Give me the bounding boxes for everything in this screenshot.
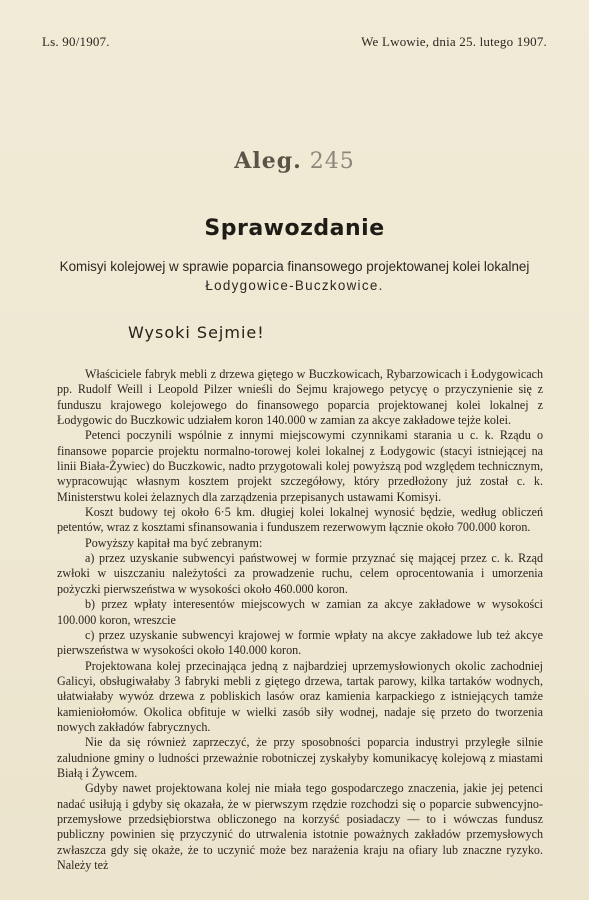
page-header <box>42 34 547 50</box>
paragraph: Koszt budowy tej około 6·5 km. długiej kolei lokalnej wynosić będzie, według obliczeń petentów, wraz z kosztami sfinansowania i funduszem rezerwowym łącznie około 700.000 koron. <box>57 505 543 535</box>
paragraph: Projektowana kolej przecinająca jedną z najbardziej uprzemysłowionych okolic zachodniej Galicyi, obsługiwałaby 3 fabryki mebli z giętego drzewa, tartak parowy, kilka tartaków wodnych, ułatwiałaby wywóz drzewa z pobliskich lasów oraz kamienia karpackiego z istniejących tamże kamieniołomów. Okolica obfituje w wielki zasób siły wodnej, nadaje się przeto do tworzenia nowych zakładów fabrycznych. <box>57 658 543 734</box>
paragraph: Gdyby nawet projektowana kolej nie miała tego gospodarczego znaczenia, jakie jej petenci nadać usiłują i gdyby się okazała, że w pierwszym rzędzie rozchodzi się o poparcie subwencyjno-przemysłowe przedsiębiorstwa obliczonego na korzyść posiadaczy — to i wówczas fundusz publiczny powinien się przyczynić do utrwalenia istotnie poważnych zakładów przemysłowych zwłaszcza gdy się okaże, że to uczynić może bez narażenia kraju na ofiary lub znaczne ryzyko. Należy też <box>57 781 543 872</box>
subtitle-line-1: Komisyi kolejowej w sprawie poparcia finansowego projektowanej kolei lokalnej <box>59 259 530 274</box>
stamp-label: Aleg. <box>234 148 302 174</box>
report-body <box>57 367 543 873</box>
salutation: Wysoki Sejmie! <box>128 323 265 342</box>
paragraph: Powyższy kapitał ma być zebranym: <box>85 535 263 550</box>
list-item-b: b) przez wpłaty interesentów miejscowych w zamian za akcye zakładowe w wysokości 100.000 koron, wreszcie <box>57 597 543 627</box>
paragraph: Nie da się również zaprzeczyć, że przy sposobności poparcia industryi przyległe silnie zaludnione gminy o ludności przeważnie robotniczej zyskałyby komunikacyę kolejową z miastami Białą i Żywcem. <box>57 735 543 780</box>
stamp-number: 245 <box>309 149 355 174</box>
attachment-stamp <box>0 148 589 174</box>
subtitle-line-2: Łodygowice-Buczkowice. <box>205 278 384 293</box>
paragraph: Właściciele fabryk mebli z drzewa giętego w Buczkowicach, Rybarzowicach i Łodygowicach pp. Rudolf Weill i Leopold Pilzer wnieśli do Sejmu krajowego petycyę o przyczynienie się z funduszu krajowego kolejowego do finansowego poparcia projektowanej kolei lokalnej z Łodygowic do Buczkowic udziałem koron 140.000 w zamian za akcye zakładowe tejże kolei. <box>57 367 543 428</box>
document-title: Sprawozdanie <box>204 216 385 241</box>
place-date: We Lwowie, dnia 25. lutego 1907. <box>361 34 547 49</box>
document-subtitle <box>20 257 569 295</box>
list-item-a: a) przez uzyskanie subwencyi państwowej w formie przyznać się mającej przez c. k. Rząd zwłoki w uiszczaniu należytości za prowadzenie ruchu, celem oprocentowania i umorzenia pożyczki pierwszeństwa w wysokości około 460.000 koron. <box>57 551 543 596</box>
reference-number: Ls. 90/1907. <box>42 34 110 49</box>
paragraph: Petenci poczynili wspólnie z innymi miejscowymi czynnikami starania u c. k. Rządu o finansowe poparcie projektu normalno-torowej kolei lokalnej z Łodygowic (stacyi istniejącej na linii Biała-Żywiec) do Buczkowic, nadto przygotowali kolej powyższą pod względem technicznym, wypracowując własnym kosztem projekt szczegółowy, który przedłożony już został c. k. Ministerstwu kolei żelaznych dla zarządzenia przepisanych ustawami Komisyi. <box>57 428 543 504</box>
list-item-c: c) przez uzyskanie subwencyi krajowej w formie wpłaty na akcye zakładowe lub też akcye pierwszeństwa w wysokości około 140.000 koron. <box>57 627 543 658</box>
